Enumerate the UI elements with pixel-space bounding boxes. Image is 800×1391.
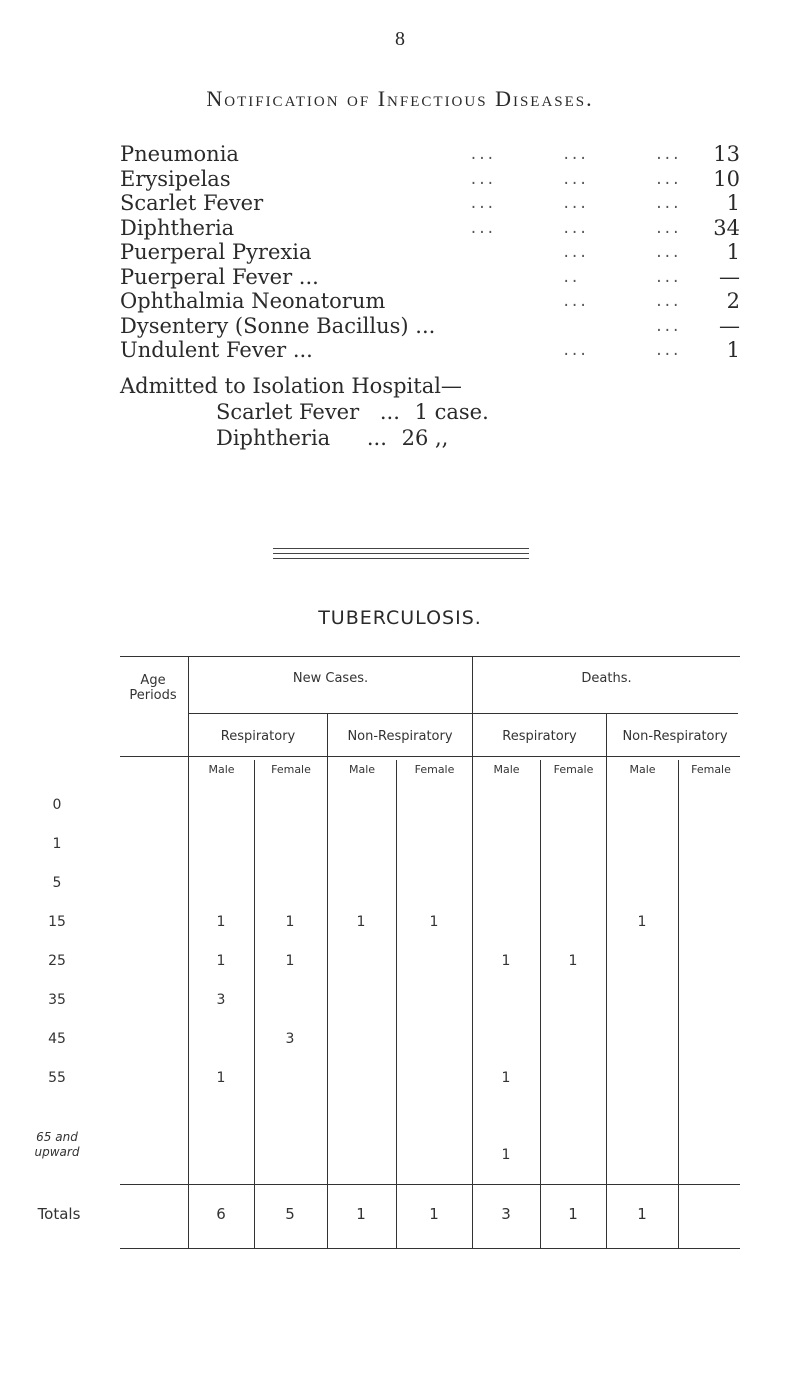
table-cell: 1	[501, 953, 511, 969]
table-bottom-rule	[120, 1248, 740, 1249]
admitted-count: 1 case.	[414, 400, 489, 424]
table-cell: 1	[216, 1070, 226, 1086]
age-periods-header: Age Periods	[129, 673, 177, 703]
male-header: Male	[348, 763, 376, 776]
age-period-label: 1	[52, 836, 62, 852]
female-header: Female	[414, 763, 455, 776]
admitted-dots: ...	[379, 400, 400, 424]
age-period-label: 0	[52, 797, 62, 813]
male-header: Male	[493, 763, 520, 776]
column-rule	[472, 656, 473, 1248]
totals-cell: 3	[501, 1205, 511, 1223]
disease-name: Undulent Fever ...	[120, 338, 313, 362]
leader-dots: ... ...	[561, 294, 680, 310]
disease-count: 1	[726, 338, 740, 362]
totals-cell: 1	[356, 1205, 366, 1223]
leader-dots: ... ... ...	[469, 147, 680, 163]
table-cell: 1	[216, 914, 226, 930]
new-non-respiratory-header: Non-Respiratory	[347, 729, 453, 744]
table-cell: 1	[285, 953, 295, 969]
column-rule	[188, 656, 189, 1248]
column-rule	[540, 760, 541, 1248]
disease-name: Puerperal Pyrexia	[120, 240, 312, 264]
new-cases-header: New Cases.	[292, 671, 369, 686]
leader-dots: ... ...	[561, 343, 680, 359]
deaths-non-respiratory-header: Non-Respiratory	[622, 729, 728, 744]
column-rule	[606, 713, 607, 1248]
table-cell: 1	[568, 953, 578, 969]
deaths-header: Deaths.	[581, 671, 632, 686]
disease-name: Scarlet Fever	[120, 191, 264, 215]
disease-name: Puerperal Fever ...	[120, 264, 319, 289]
disease-count: 1	[726, 240, 740, 264]
table-cell: 3	[216, 992, 226, 1008]
admitted-disease: Scarlet Fever	[216, 400, 360, 424]
totals-cell: 1	[637, 1205, 647, 1223]
disease-count: 2	[726, 289, 740, 313]
page-title: Notification of Infectious Diseases.	[206, 86, 594, 111]
new-respiratory-header: Respiratory	[220, 729, 296, 744]
header-divider	[188, 713, 738, 714]
disease-count: —	[719, 313, 740, 338]
deaths-respiratory-header: Respiratory	[502, 729, 577, 744]
column-rule	[327, 713, 328, 1248]
totals-top-rule	[120, 1184, 740, 1185]
table-cell: 1	[501, 1147, 511, 1163]
table-cell: 1	[285, 914, 295, 930]
age-period-label: 25	[48, 953, 66, 969]
column-rule	[678, 760, 679, 1248]
leader-dots: ... ... ...	[469, 196, 680, 212]
female-header: Female	[691, 763, 731, 776]
totals-cell: 1	[429, 1205, 439, 1223]
table-cell: 1	[356, 914, 366, 930]
page-number: 8	[395, 28, 405, 50]
female-header: Female	[553, 763, 594, 776]
admitted-heading: Admitted to Isolation Hospital—	[120, 374, 462, 398]
totals-cell: 5	[285, 1205, 295, 1223]
disease-name: Pneumonia	[120, 142, 239, 166]
age-period-label: 35	[48, 992, 66, 1008]
disease-count: 1	[726, 191, 740, 215]
disease-count: —	[719, 264, 740, 289]
admitted-count: 26 ,,	[401, 426, 449, 450]
age-period-label: 55	[48, 1070, 66, 1086]
table-top-rule	[120, 656, 740, 657]
table-cell: 1	[501, 1070, 511, 1086]
leader-dots: ...	[654, 318, 680, 335]
table-cell: 1	[429, 914, 439, 930]
age-period-label: 65 and upward	[34, 1130, 80, 1159]
male-header: Male	[629, 763, 656, 776]
table-cell: 1	[637, 914, 647, 930]
leader-dots: ... ... ...	[469, 171, 680, 188]
age-period-label: 15	[48, 914, 66, 930]
admitted-dots: ...	[366, 426, 387, 450]
totals-label: Totals	[37, 1205, 81, 1223]
disease-name: Dysentery (Sonne Bacillus) ...	[120, 313, 436, 338]
disease-count: 34	[713, 215, 740, 240]
disease-count: 13	[713, 142, 740, 166]
male-header: Male	[208, 763, 235, 776]
column-rule	[254, 760, 255, 1248]
leader-dots: .. ...	[561, 269, 680, 286]
column-rule	[396, 760, 397, 1248]
disease-count: 10	[713, 166, 740, 191]
disease-name: Erysipelas	[120, 166, 231, 191]
leader-dots: ... ...	[561, 245, 680, 261]
totals-cell: 1	[568, 1205, 578, 1223]
admitted-disease: Diphtheria	[216, 426, 331, 450]
header-bottom-rule	[120, 756, 740, 757]
age-period-label: 5	[52, 875, 62, 891]
table-cell: 3	[285, 1031, 295, 1047]
totals-cell: 6	[216, 1205, 226, 1223]
disease-name: Diphtheria	[120, 215, 235, 240]
disease-name: Ophthalmia Neonatorum	[120, 289, 386, 313]
table-cell: 1	[216, 953, 226, 969]
female-header: Female	[271, 763, 311, 776]
tuberculosis-title: TUBERCULOSIS.	[318, 607, 482, 629]
age-period-label: 45	[48, 1031, 66, 1047]
leader-dots: ... ... ...	[469, 220, 680, 237]
